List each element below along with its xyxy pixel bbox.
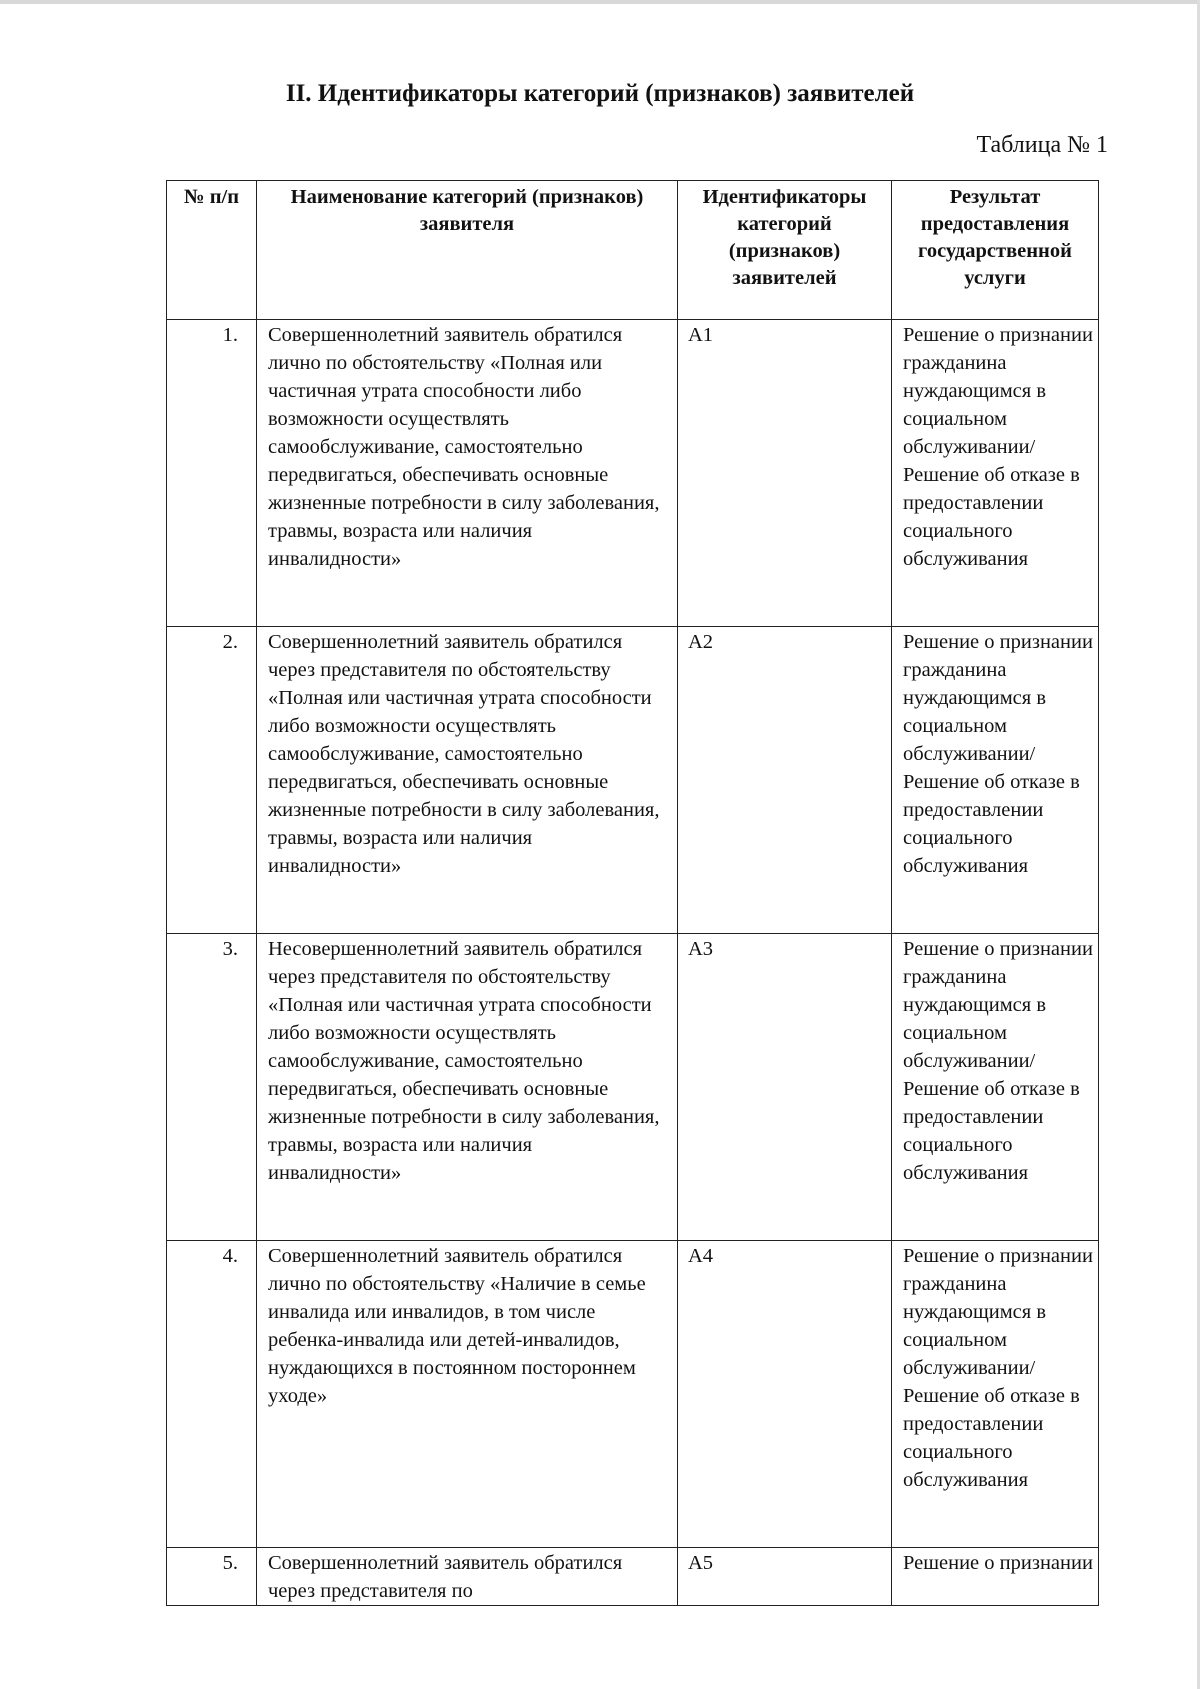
row-identifier: А1: [678, 320, 892, 627]
table-row: [167, 1548, 1099, 1606]
table-row: [167, 1241, 1099, 1548]
header-category-identifier: Идентификаторы категорий (признаков) заявителей: [678, 181, 892, 320]
row-identifier: А5: [678, 1548, 892, 1606]
row-identifier: А2: [678, 627, 892, 934]
row-category-name: Совершеннолетний заявитель обратился через представителя по обстоятельству «Полная или частичная утрата способности либо возможности осуществлять самообслуживание, самостоятельно передвигаться, обеспечивать основные жизненные потребности в силу заболевания, травмы, возраста или наличия инвалидности»: [257, 627, 678, 934]
table-caption: Таблица № 1: [976, 132, 1108, 158]
row-category-name: Совершеннолетний заявитель обратился через представителя по: [257, 1548, 678, 1606]
row-result: Решение о признании гражданина нуждающимся в социальном обслуживании/ Решение об отказе в предоставлении социального обслуживания: [892, 934, 1099, 1241]
table-row: [167, 627, 1099, 934]
table-row: [167, 320, 1099, 627]
scan-top-edge: [0, 0, 1200, 4]
applicant-categories-table: [166, 180, 1099, 1606]
row-result: Решение о признании гражданина нуждающимся в социальном обслуживании/ Решение об отказе в предоставлении социального обслуживания: [892, 627, 1099, 934]
table-row: [167, 934, 1099, 1241]
row-number: 5.: [167, 1548, 257, 1606]
row-result: Решение о признании: [892, 1548, 1099, 1606]
row-number: 3.: [167, 934, 257, 1241]
row-identifier: А4: [678, 1241, 892, 1548]
header-number: № п/п: [167, 181, 257, 320]
row-result: Решение о признании гражданина нуждающимся в социальном обслуживании/ Решение об отказе в предоставлении социального обслуживания: [892, 320, 1099, 627]
header-service-result: Результат предоставления государственной услуги: [892, 181, 1099, 320]
row-result: Решение о признании гражданина нуждающимся в социальном обслуживании/ Решение об отказе в предоставлении социального обслуживания: [892, 1241, 1099, 1548]
row-number: 2.: [167, 627, 257, 934]
row-category-name: Совершеннолетний заявитель обратился лично по обстоятельству «Полная или частичная утрата способности либо возможности осуществлять самообслуживание, самостоятельно передвигаться, обеспечивать основные жизненные потребности в силу заболевания, травмы, возраста или наличия инвалидности»: [257, 320, 678, 627]
row-category-name: Совершеннолетний заявитель обратился лично по обстоятельству «Наличие в семье инвалида или инвалидов, в том числе ребенка-инвалида или детей-инвалидов, нуждающихся в постоянном постороннем уходе»: [257, 1241, 678, 1548]
row-category-name: Несовершеннолетний заявитель обратился через представителя по обстоятельству «Полная или частичная утрата способности либо возможности осуществлять самообслуживание, самостоятельно передвигаться, обеспечивать основные жизненные потребности в силу заболевания, травмы, возраста или наличия инвалидности»: [257, 934, 678, 1241]
header-category-name: Наименование категорий (признаков) заявителя: [257, 181, 678, 320]
table-header-row: [167, 181, 1099, 320]
row-number: 4.: [167, 1241, 257, 1548]
row-number: 1.: [167, 320, 257, 627]
section-title: II. Идентификаторы категорий (признаков) заявителей: [285, 80, 915, 107]
row-identifier: А3: [678, 934, 892, 1241]
